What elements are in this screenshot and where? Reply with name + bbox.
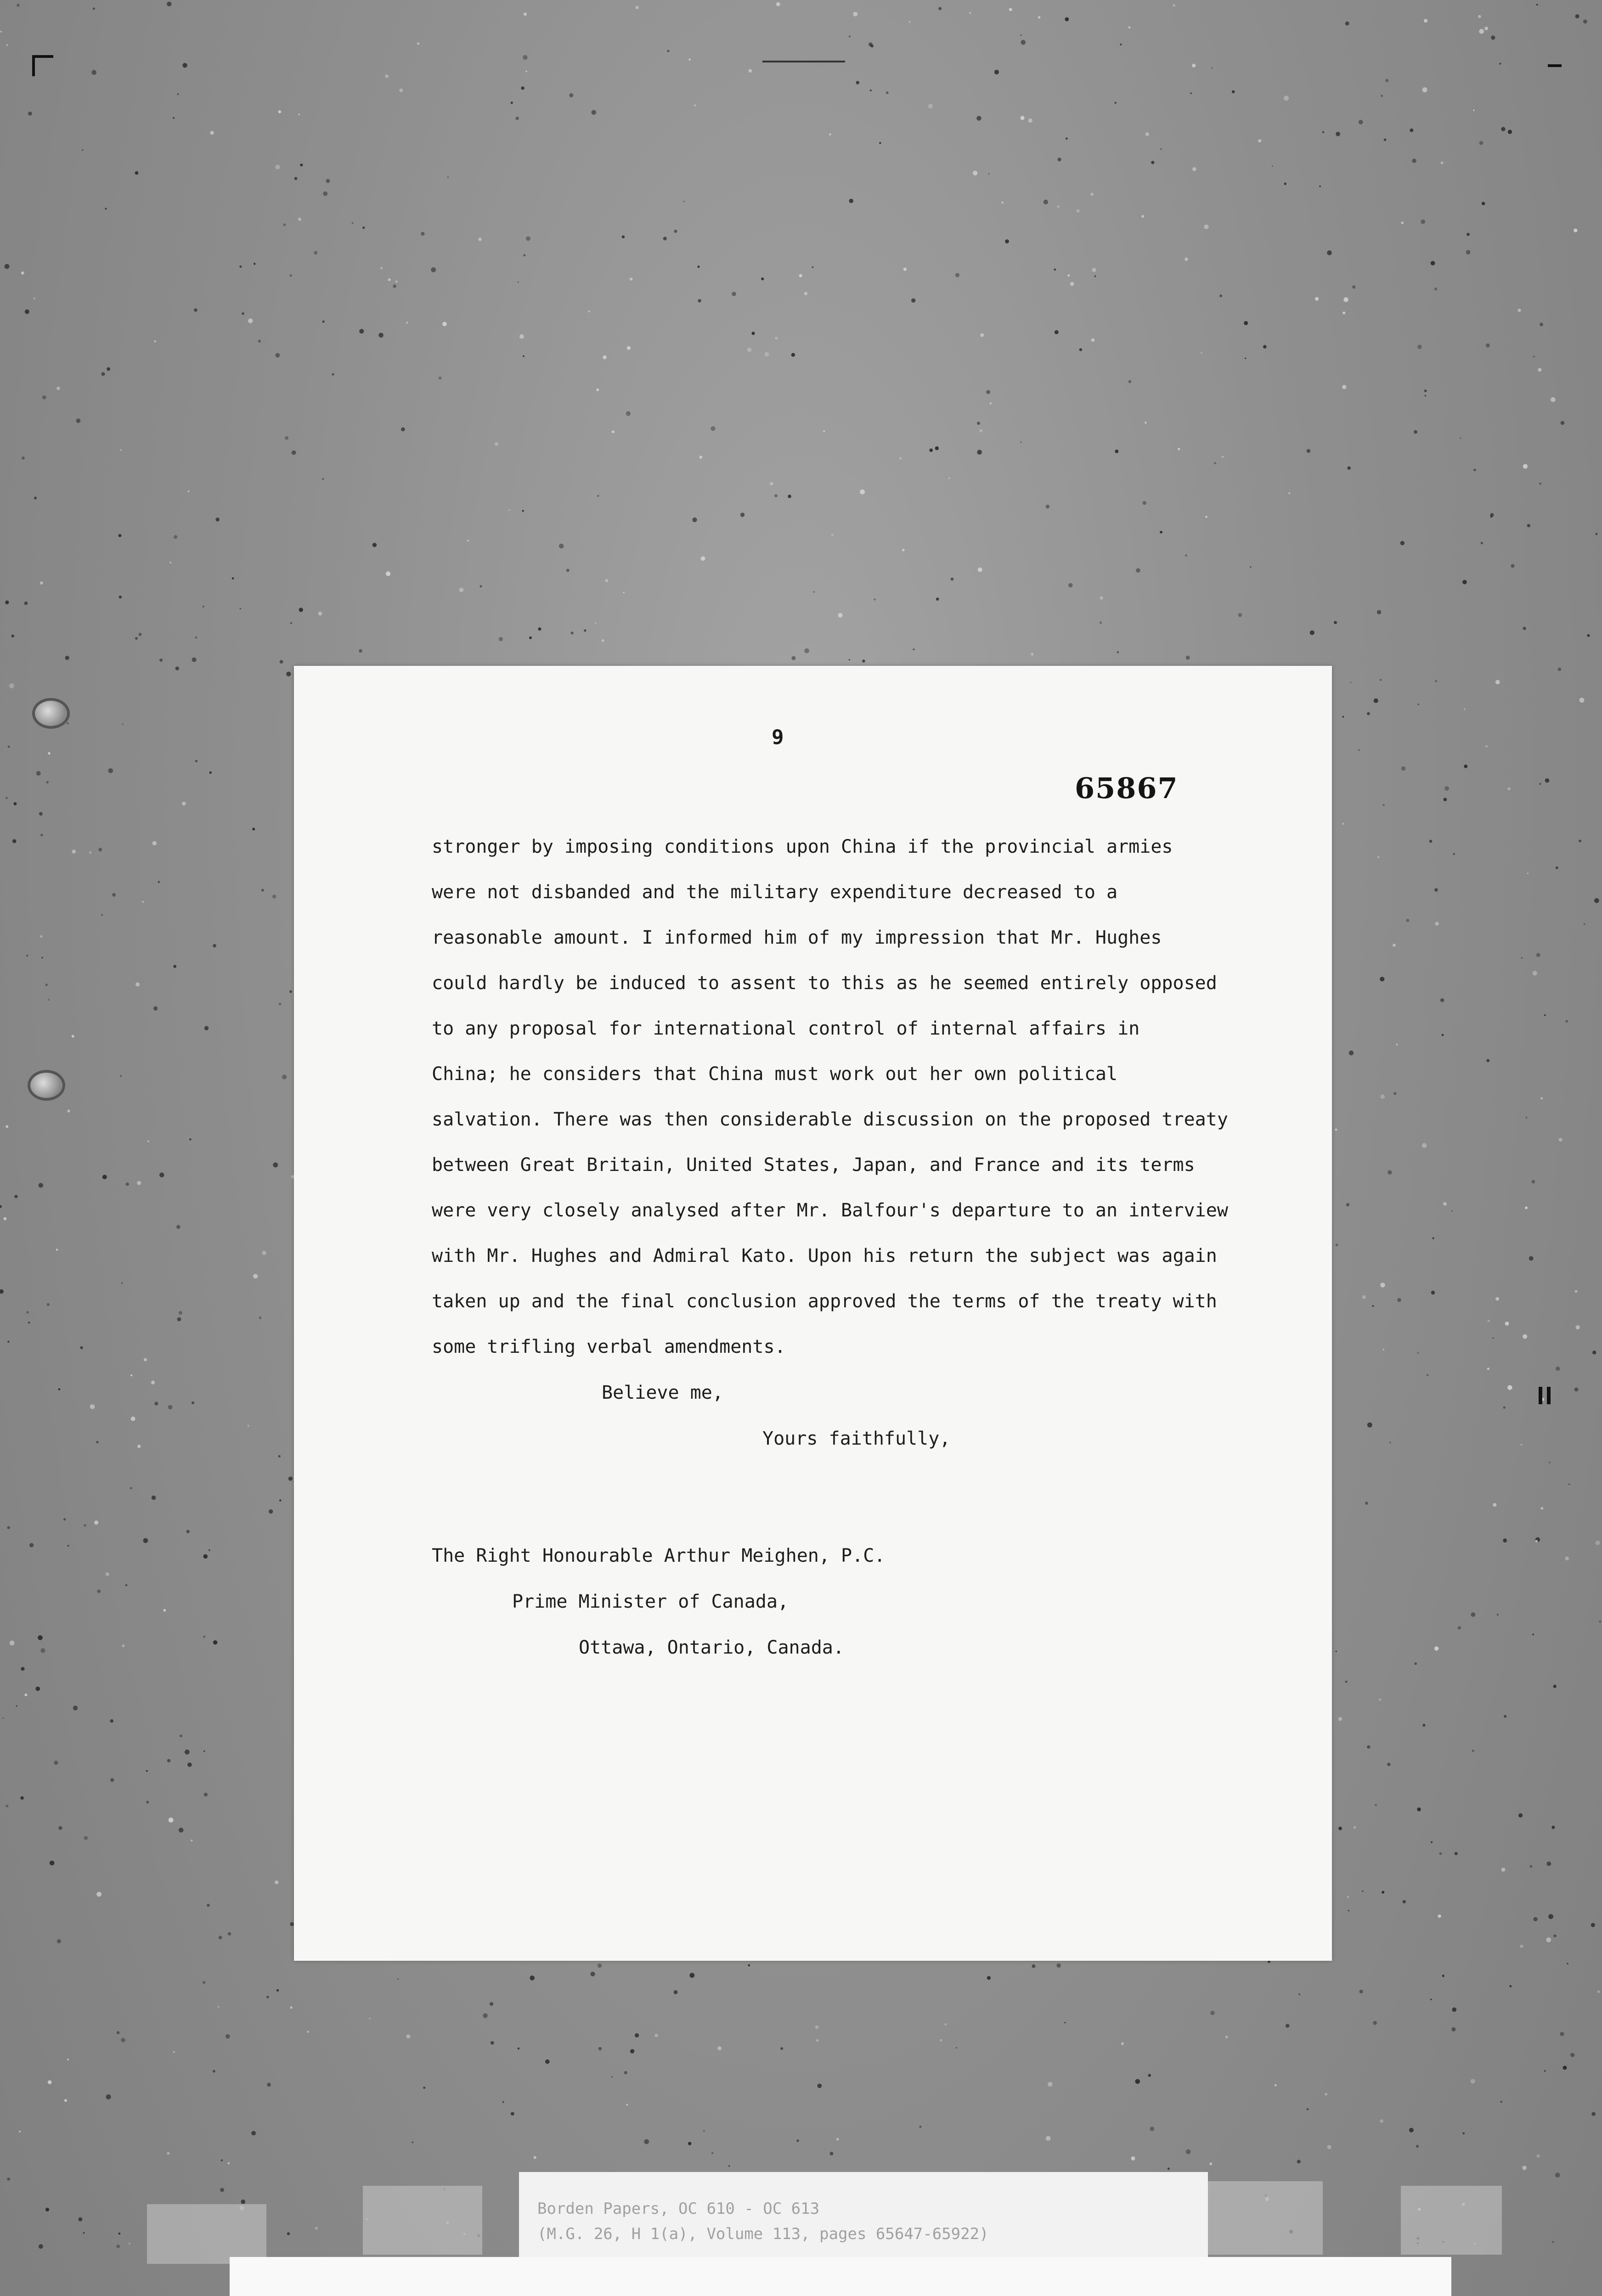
letter-page xyxy=(294,666,1332,1961)
archive-card xyxy=(230,2257,1451,2296)
recipient-location: Ottawa, Ontario, Canada. xyxy=(579,1637,844,1658)
reference-collection: Borden Papers, OC 610 - OC 613 xyxy=(537,2200,820,2218)
body-line: some trifling verbal amendments. xyxy=(432,1336,786,1357)
closing-signoff: Yours faithfully, xyxy=(762,1428,951,1449)
letter-body xyxy=(432,824,1304,1370)
recipient-title: Prime Minister of Canada, xyxy=(512,1591,789,1612)
body-line: were very closely analysed after Mr. Balfour's departure to an interview xyxy=(432,1200,1228,1221)
tape-strip xyxy=(1203,2181,1323,2255)
crop-mark-top-right xyxy=(1548,64,1562,72)
tape-strip xyxy=(363,2186,482,2255)
crop-mark-top-left xyxy=(32,55,53,76)
body-line: China; he considers that China must work out her own political xyxy=(432,1064,1118,1085)
body-line: reasonable amount. I informed him of my impression that Mr. Hughes xyxy=(432,927,1162,948)
body-line: taken up and the final conclusion approved the terms of the treaty with xyxy=(432,1291,1217,1312)
punch-hole-upper xyxy=(32,698,70,729)
punch-hole-lower xyxy=(28,1070,65,1101)
reference-volume: (M.G. 26, H 1(a), Volume 113, pages 65647-65922) xyxy=(537,2225,989,2243)
folio-stamp: 65867 xyxy=(1075,771,1179,805)
tape-strip xyxy=(147,2204,266,2264)
tape-strip xyxy=(1401,2186,1502,2255)
edge-marks xyxy=(1539,1387,1557,1405)
reference-label xyxy=(519,2172,1208,2268)
body-line: stronger by imposing conditions upon China if the provincial armies xyxy=(432,836,1173,857)
top-registration-mark xyxy=(762,61,845,62)
body-line: with Mr. Hughes and Admiral Kato. Upon his return the subject was again xyxy=(432,1245,1217,1266)
page-number: 9 xyxy=(772,726,784,749)
body-line: to any proposal for international control of internal affairs in xyxy=(432,1018,1140,1039)
body-line: between Great Britain, United States, Japan, and France and its terms xyxy=(432,1154,1195,1176)
body-line: could hardly be induced to assent to this as he seemed entirely opposed xyxy=(432,973,1217,994)
closing-believe: Believe me, xyxy=(602,1382,723,1403)
body-line: were not disbanded and the military expenditure decreased to a xyxy=(432,882,1118,903)
recipient-name: The Right Honourable Arthur Meighen, P.C. xyxy=(432,1545,886,1566)
body-line: salvation. There was then considerable discussion on the proposed treaty xyxy=(432,1109,1228,1130)
